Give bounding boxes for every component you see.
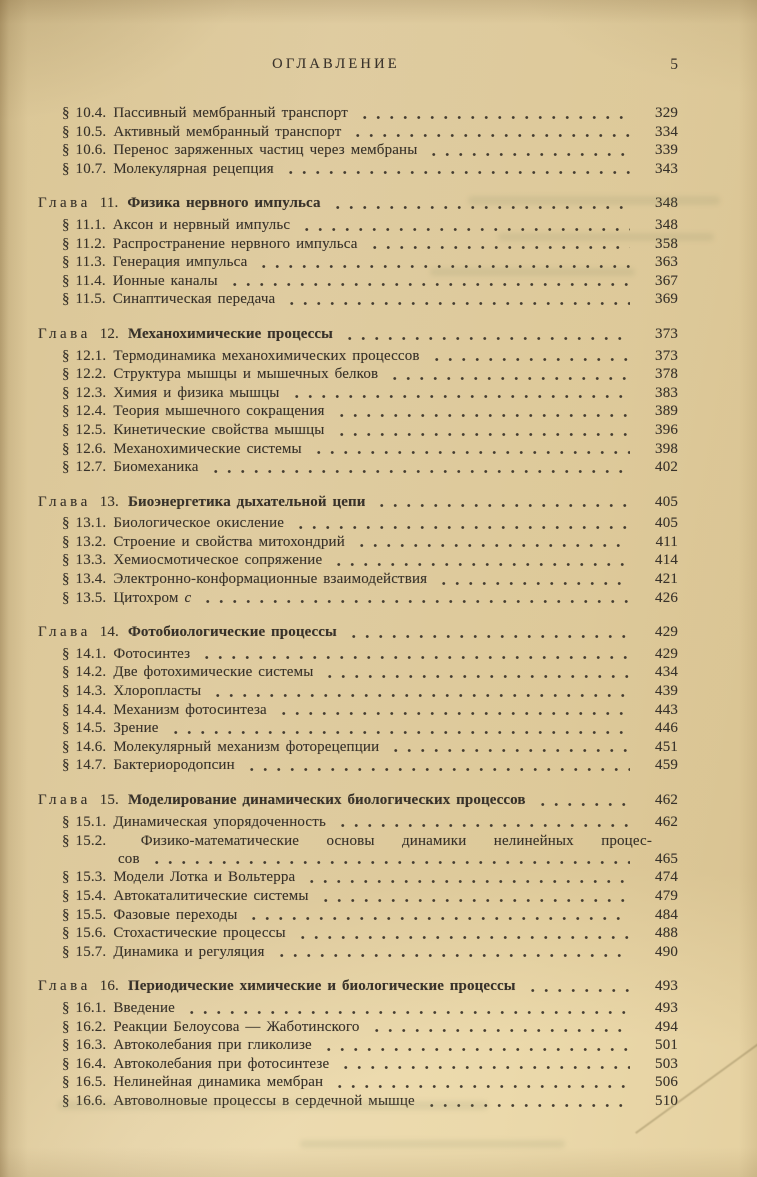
page-content xyxy=(38,56,678,1112)
dot-leader xyxy=(166,720,630,739)
chapter-row xyxy=(38,326,678,345)
entry-page-number: 479 xyxy=(655,887,678,904)
entry-number: § 16.6. xyxy=(62,1092,107,1109)
dot-leader xyxy=(147,851,630,870)
dot-leader xyxy=(332,403,630,422)
entry-title: Бактериородопсин xyxy=(113,757,235,774)
entry-number: § 12.7. xyxy=(62,459,107,476)
chapter-number: 13. xyxy=(99,493,119,510)
entry-title: Механизм фотосинтеза xyxy=(113,701,267,718)
entry-title: Ионные каналы xyxy=(112,272,218,289)
toc-section xyxy=(38,105,678,179)
entry-number: § 10.7. xyxy=(62,160,107,177)
entry-page-number: 369 xyxy=(655,291,678,308)
entry-title: Реакции Белоусова — Жаботинского xyxy=(113,1018,360,1035)
dot-leader xyxy=(254,254,630,273)
dot-leader xyxy=(344,624,630,643)
entry-title: Биологическое окисление xyxy=(113,515,285,532)
entry-number: § 11.1. xyxy=(62,216,106,233)
entry-page-number: 414 xyxy=(655,552,678,569)
entry-number: § 16.3. xyxy=(62,1037,107,1054)
dot-leader xyxy=(274,702,630,721)
toc-entry-row xyxy=(38,888,678,907)
dot-leader xyxy=(333,814,630,833)
entry-page-number: 488 xyxy=(655,925,678,942)
toc-section xyxy=(38,792,678,962)
entry-page-number: 443 xyxy=(655,701,678,718)
chapter-number: 15. xyxy=(99,792,119,808)
entry-page-number: 383 xyxy=(655,384,678,401)
dot-leader xyxy=(242,757,630,776)
dot-leader xyxy=(422,1093,630,1112)
show-through-artifact xyxy=(300,1140,565,1148)
dot-leader xyxy=(316,888,630,907)
chapter-title: Фотобиологические процессы xyxy=(127,624,337,641)
entry-number: § 11.3. xyxy=(62,254,106,271)
toc-entry-row xyxy=(38,217,678,236)
entry-number: § 14.1. xyxy=(62,645,107,662)
entry-page-number: 474 xyxy=(655,869,678,886)
toc-entry-row xyxy=(38,925,678,944)
entry-page-number: 451 xyxy=(655,738,678,755)
entry-page-number: 493 xyxy=(655,999,678,1016)
chapter-page-number: 348 xyxy=(655,195,678,212)
toc-entry-row xyxy=(38,236,678,255)
entry-page-number: 339 xyxy=(655,142,678,159)
entry-number: § 11.5. xyxy=(62,291,106,308)
entry-title: Стохастические процессы xyxy=(113,925,286,942)
toc-entry-row xyxy=(38,254,678,273)
toc-entry-row xyxy=(38,571,678,590)
chapter-label: Глава xyxy=(38,493,91,510)
chapter-page-number: 405 xyxy=(655,493,678,510)
chapter-number: 14. xyxy=(99,624,119,641)
entry-page-number: 510 xyxy=(655,1092,678,1109)
entry-title: Физико-математические основы динамики нелинейных процес- xyxy=(140,833,652,850)
chapter-page-number: 429 xyxy=(655,624,678,641)
folio-page-number: 5 xyxy=(670,56,678,73)
entry-number: § 12.6. xyxy=(62,440,107,457)
entry-title: Строение и свойства митохондрий xyxy=(113,533,345,550)
dot-leader xyxy=(225,273,630,292)
entry-number: § 12.4. xyxy=(62,403,107,420)
dot-leader xyxy=(302,869,630,888)
toc-entry-row xyxy=(38,1000,678,1019)
entry-page-number: 484 xyxy=(655,906,678,923)
chapter-title: Периодические химические и биологические процессы xyxy=(127,978,516,995)
dot-leader xyxy=(197,646,630,665)
entry-page-number: 334 xyxy=(655,123,678,140)
entry-title: Хлоропласты xyxy=(113,683,202,700)
toc-entry-row xyxy=(38,702,678,721)
entry-page-number: 402 xyxy=(655,459,678,476)
entry-number: § 15.7. xyxy=(62,943,107,960)
entry-page-number: 389 xyxy=(655,403,678,420)
entry-page-number: 501 xyxy=(655,1037,678,1054)
entry-number: § 13.3. xyxy=(62,552,107,569)
entry-number: § 14.4. xyxy=(62,701,107,718)
entry-page-number: 494 xyxy=(655,1018,678,1035)
entry-title: Динамика и регуляция xyxy=(113,943,265,960)
dot-leader xyxy=(533,792,630,811)
toc-entry-row xyxy=(38,1074,678,1093)
entry-number: § 15.6. xyxy=(62,925,107,942)
entry-title: Структура мышцы и мышечных белков xyxy=(113,366,379,383)
toc-section xyxy=(38,978,678,1111)
entry-page-number: 421 xyxy=(655,571,678,588)
entry-number: § 12.2. xyxy=(62,366,107,383)
chapter-number: 16. xyxy=(99,978,119,995)
entry-page-number: 343 xyxy=(655,160,678,177)
entry-number: § 13.5. xyxy=(62,589,107,606)
entry-number: § 16.2. xyxy=(62,1018,107,1035)
entry-page-number: 429 xyxy=(655,645,678,662)
entry-number: § 13.4. xyxy=(62,571,107,588)
toc-entry-row xyxy=(38,1037,678,1056)
toc-entry-row xyxy=(38,422,678,441)
toc-entry-row xyxy=(38,944,678,963)
entry-title: Теория мышечного сокращения xyxy=(113,403,325,420)
entry-number: § 14.7. xyxy=(62,757,107,774)
entry-number: § 15.5. xyxy=(62,906,107,923)
entry-number: § 12.5. xyxy=(62,421,107,438)
toc-entry-row xyxy=(38,142,678,161)
entry-page-number: 329 xyxy=(655,105,678,121)
entry-page-number: 462 xyxy=(655,813,678,830)
entry-title: Перенос заряженных частиц через мембраны xyxy=(113,142,418,159)
entry-title: Автокаталитические системы xyxy=(113,887,309,904)
toc-entry-row-wrapped xyxy=(38,832,678,869)
dot-leader xyxy=(336,1056,630,1075)
running-head xyxy=(38,56,678,74)
entry-number: § 15.1. xyxy=(62,813,107,830)
dot-leader xyxy=(330,1074,630,1093)
dot-leader xyxy=(293,925,630,944)
entry-title: Хемиосмотическое сопряжение xyxy=(113,552,323,569)
dot-leader xyxy=(328,195,630,214)
entry-page-number: 411 xyxy=(655,533,678,550)
page-title: ОГЛАВЛЕНИЕ xyxy=(272,56,400,72)
entry-title: Автоколебания при фотосинтезе xyxy=(113,1055,330,1072)
entry-number: § 13.2. xyxy=(62,533,107,550)
dot-leader xyxy=(367,1019,631,1038)
entry-number: § 14.5. xyxy=(62,720,107,737)
dot-leader xyxy=(348,124,630,143)
dot-leader xyxy=(297,217,630,236)
entry-number: § 12.1. xyxy=(62,347,107,364)
entry-title: Аксон и нервный импульс xyxy=(112,216,291,233)
dot-leader xyxy=(434,571,630,590)
dot-leader xyxy=(385,366,630,385)
entry-second-line xyxy=(62,851,678,870)
toc-entry-row xyxy=(38,814,678,833)
toc-entry-row xyxy=(38,273,678,292)
entry-title: Цитохром c xyxy=(113,589,192,606)
entry-number: § 11.4. xyxy=(62,272,106,289)
toc-entry-row xyxy=(38,552,678,571)
dot-leader xyxy=(320,664,630,683)
chapter-label: Глава xyxy=(38,792,91,808)
entry-title: Динамическая упорядоченность xyxy=(113,813,326,830)
toc-entry-row xyxy=(38,739,678,758)
toc-entry-row xyxy=(38,161,678,180)
chapter-row xyxy=(38,494,678,513)
toc-entry-row xyxy=(38,534,678,553)
entry-title: Введение xyxy=(113,999,175,1016)
entry-page-number: 348 xyxy=(655,216,678,233)
entry-number: § 14.3. xyxy=(62,683,107,700)
chapter-number: 11. xyxy=(99,195,119,212)
toc-entry-row xyxy=(38,757,678,776)
entry-first-line xyxy=(62,832,678,851)
entry-title: Модели Лотка и Вольтерра xyxy=(113,869,296,886)
toc-entry-row xyxy=(38,869,678,888)
entry-page-number: 503 xyxy=(655,1055,678,1072)
toc-entry-row xyxy=(38,515,678,534)
entry-title: Механохимические системы xyxy=(113,440,302,457)
toc-entry-row xyxy=(38,105,678,124)
chapter-row xyxy=(38,978,678,997)
toc-entry-row xyxy=(38,683,678,702)
entry-number: § 14.2. xyxy=(62,664,107,681)
toc-entry-row xyxy=(38,720,678,739)
entry-number: § 12.3. xyxy=(62,384,107,401)
dot-leader xyxy=(372,494,630,513)
entry-continuation: сов xyxy=(118,850,140,867)
entry-page-number: 490 xyxy=(655,943,678,960)
entry-page-number: 398 xyxy=(655,440,678,457)
entry-page-number: 358 xyxy=(655,235,678,252)
entry-title: Химия и физика мышцы xyxy=(113,384,280,401)
toc-entry-row xyxy=(38,385,678,404)
entry-title-italic: c xyxy=(178,589,192,606)
dot-leader xyxy=(424,142,630,161)
toc-entry-row xyxy=(38,1019,678,1038)
chapter-label: Глава xyxy=(38,978,91,995)
toc-section xyxy=(38,624,678,776)
entry-title: Фотосинтез xyxy=(113,645,191,662)
entry-title: Молекулярная рецепция xyxy=(113,160,274,177)
entry-title: Генерация импульса xyxy=(112,254,248,271)
entry-page-number: 405 xyxy=(655,515,678,532)
entry-title: Активный мембранный транспорт xyxy=(113,123,342,140)
entry-page-number: 459 xyxy=(655,757,678,774)
dot-leader xyxy=(332,422,630,441)
toc-entry-row xyxy=(38,441,678,460)
toc-entry-row xyxy=(38,366,678,385)
dot-leader xyxy=(206,459,630,478)
entry-title: Электронно-конформационные взаимодействия xyxy=(113,571,428,588)
entry-number: § 15.4. xyxy=(62,887,107,904)
chapter-row xyxy=(38,195,678,214)
entry-page-number: 363 xyxy=(655,254,678,271)
toc-entry-row xyxy=(38,1056,678,1075)
dot-leader xyxy=(281,161,630,180)
entry-number: § 15.2. xyxy=(62,833,107,850)
entry-number: § 16.5. xyxy=(62,1074,107,1091)
chapter-title: Моделирование динамических биологических процессов xyxy=(127,792,526,808)
entry-page-number: 367 xyxy=(655,272,678,289)
toc-entry-row xyxy=(38,590,678,609)
entry-number: § 13.1. xyxy=(62,515,107,532)
entry-title: Молекулярный механизм фоторецепции xyxy=(113,738,380,755)
entry-title: Две фотохимические системы xyxy=(113,664,314,681)
dot-leader xyxy=(355,105,630,124)
dot-leader xyxy=(287,385,630,404)
dot-leader xyxy=(352,534,630,553)
dot-leader xyxy=(523,978,630,997)
chapter-page-number: 462 xyxy=(655,792,678,808)
entry-title: Автоволновые процессы в сердечной мышце xyxy=(113,1092,415,1109)
toc-entry-row xyxy=(38,291,678,310)
entry-page-number: 373 xyxy=(655,347,678,364)
entry-page-number: 439 xyxy=(655,683,678,700)
toc-entry-row xyxy=(38,403,678,422)
entry-page-number: 426 xyxy=(655,589,678,606)
dot-leader xyxy=(340,326,630,345)
toc-section xyxy=(38,326,678,478)
dot-leader xyxy=(365,236,631,255)
entry-title: Зрение xyxy=(113,720,159,737)
entry-number: § 10.5. xyxy=(62,123,107,140)
dot-leader xyxy=(244,907,630,926)
toc-entry-row xyxy=(38,646,678,665)
dot-leader xyxy=(282,291,630,310)
dot-leader xyxy=(208,683,630,702)
entry-title: Пассивный мембранный транспорт xyxy=(113,105,348,121)
toc-entry-row xyxy=(38,459,678,478)
chapter-label: Глава xyxy=(38,195,91,212)
entry-page-number: 396 xyxy=(655,421,678,438)
chapter-title: Биоэнергетика дыхательной цепи xyxy=(127,493,366,510)
chapter-number: 12. xyxy=(99,325,119,342)
dot-leader xyxy=(386,739,630,758)
entry-title: Кинетические свойства мышцы xyxy=(113,421,325,438)
toc-entry-row xyxy=(38,124,678,143)
toc-entry-row xyxy=(38,1093,678,1112)
toc xyxy=(38,105,678,1112)
chapter-label: Глава xyxy=(38,624,91,641)
chapter-title: Физика нервного импульса xyxy=(127,195,321,212)
toc-section xyxy=(38,494,678,609)
entry-page-number: 378 xyxy=(655,366,678,383)
dot-leader xyxy=(291,515,630,534)
entry-number: § 16.1. xyxy=(62,999,107,1016)
entry-page-number: 465 xyxy=(655,850,678,867)
entry-number: § 14.6. xyxy=(62,738,107,755)
entry-title: Автоколебания при гликолизе xyxy=(113,1037,312,1054)
dot-leader xyxy=(329,552,630,571)
dot-leader xyxy=(319,1037,630,1056)
dot-leader xyxy=(198,590,630,609)
chapter-title: Механохимические процессы xyxy=(127,325,333,342)
entry-page-number: 506 xyxy=(655,1074,678,1091)
dot-leader xyxy=(182,1000,630,1019)
chapter-row xyxy=(38,792,678,811)
entry-page-number: 446 xyxy=(655,720,678,737)
entry-page-number: 434 xyxy=(655,664,678,681)
chapter-label: Глава xyxy=(38,325,91,342)
entry-title: Синаптическая передача xyxy=(112,291,276,308)
entry-number: § 10.4. xyxy=(62,105,107,121)
entry-number: § 16.4. xyxy=(62,1055,107,1072)
chapter-page-number: 373 xyxy=(655,325,678,342)
chapter-row xyxy=(38,624,678,643)
dot-leader xyxy=(309,441,630,460)
toc-section xyxy=(38,195,678,310)
entry-title: Нелинейная динамика мембран xyxy=(113,1074,324,1091)
toc-entry-row xyxy=(38,907,678,926)
chapter-page-number: 493 xyxy=(655,978,678,995)
dot-leader xyxy=(427,348,630,367)
entry-number: § 10.6. xyxy=(62,142,107,159)
entry-title: Фазовые переходы xyxy=(113,906,238,923)
toc-entry-row xyxy=(38,348,678,367)
entry-title: Распространение нервного импульса xyxy=(112,235,358,252)
entry-title: Биомеханика xyxy=(113,459,199,476)
dot-leader xyxy=(272,944,630,963)
entry-title: Термодинамика механохимических процессов xyxy=(113,347,420,364)
entry-number: § 15.3. xyxy=(62,869,107,886)
entry-number: § 11.2. xyxy=(62,235,106,252)
toc-entry-row xyxy=(38,664,678,683)
